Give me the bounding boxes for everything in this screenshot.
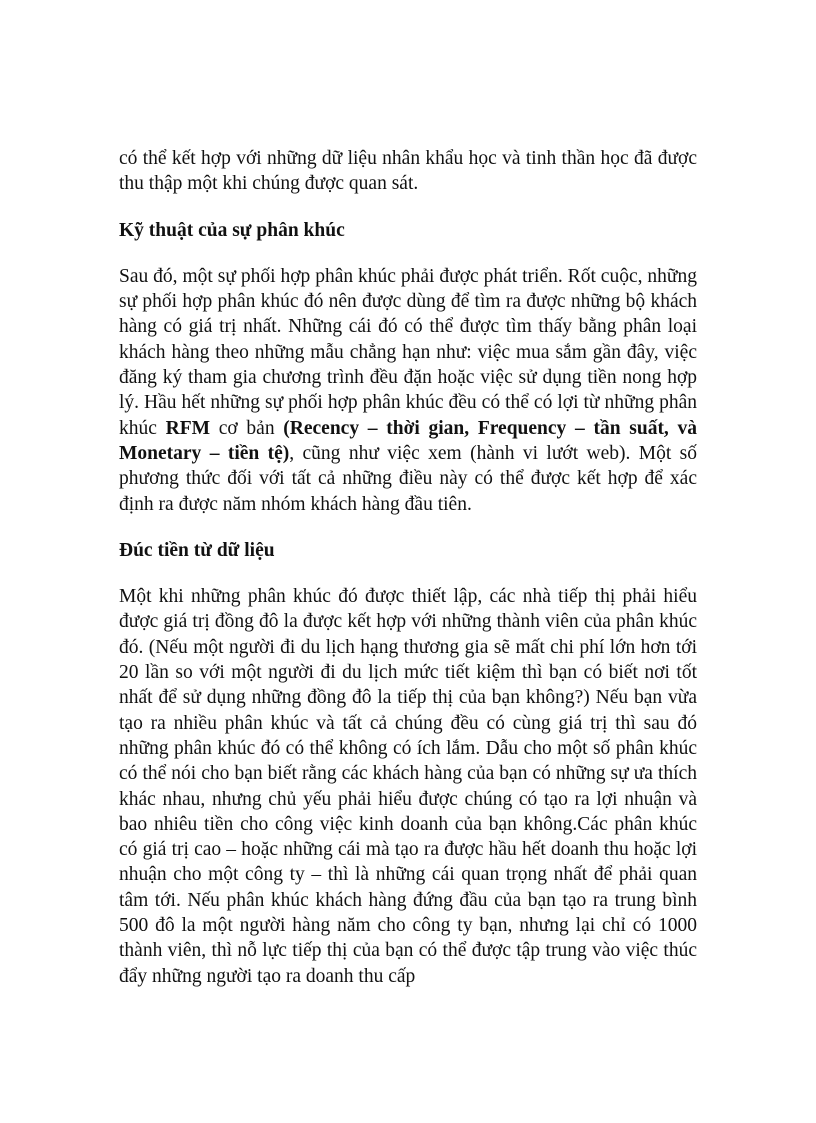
rfm-definition: (Recency – thời gian, Frequency – tần suất, và Monetary – tiền tệ) bbox=[119, 417, 698, 464]
intro-paragraph: có thể kết hợp với những dữ liệu nhân khẩu học và tinh thần học đã được thu thập một khi chúng được quan sát. bbox=[119, 148, 697, 195]
segmentation-text-part3: , cũng như việc xem (hành vi lướt web). Một số phương thức đối với tất cả những điều này có thể được kết hợp để xác định ra được năm nhóm khách hàng đầu tiên. bbox=[119, 442, 697, 515]
segmentation-text-part2: cơ bản bbox=[210, 417, 284, 439]
section-heading-segmentation-technique: Kỹ thuật của sự phân khúc bbox=[119, 219, 345, 241]
document-body bbox=[119, 146, 697, 989]
section-heading-monetizing-data: Đúc tiền từ dữ liệu bbox=[119, 539, 275, 561]
segmentation-text-part1: Sau đó, một sự phối hợp phân khúc phải được phát triển. Rốt cuộc, những sự phối hợp phân khúc đó nên được dùng để tìm ra được những bộ khách hàng có giá trị nhất. Những cái đó có thể được tìm thấy bằng phân loại khách hàng theo những mẫu chẳng hạn như: việc mua sắm gần đây, việc đăng ký tham gia chương trình đều đặn hoặc việc sử dụng tiền nong hợp lý. Hầu hết những sự phối hợp phân khúc đều có thể có lợi từ những phân khúc bbox=[119, 265, 697, 439]
segmentation-paragraph bbox=[119, 264, 697, 517]
rfm-term: RFM bbox=[165, 417, 211, 439]
monetizing-paragraph: Một khi những phân khúc đó được thiết lập, các nhà tiếp thị phải hiểu được giá trị đồng đô la được kết hợp với những thành viên của phân khúc đó. (Nếu một người đi du lịch hạng thương gia sẽ mất chi phí lớn hơn tới 20 lần so với một người đi du lịch mức tiết kiệm thì bạn có biết nơi tốt nhất để sử dụng những đồng đô la tiếp thị của bạn không?) Nếu bạn vừa tạo ra nhiều phân khúc và tất cả chúng đều có cùng giá trị thì sau đó những phân khúc đó có thể không có ích lắm. Dẫu cho một số phân khúc có thể nói cho bạn biết rằng các khách hàng của bạn có những sự ưa thích khác nhau, nhưng chủ yếu phải hiểu được chúng có tạo ra lợi nhuận và bao nhiêu tiền cho công việc kinh doanh của bạn không.Các phân khúc có giá trị cao – hoặc những cái mà tạo ra được hầu hết doanh thu hoặc lợi nhuận cho một công ty – thì là những cái quan trọng nhất để phải quan tâm tới. Nếu phân khúc khách hàng đứng đầu của bạn tạo ra trung bình 500 đô la một người hàng năm cho công ty bạn, nhưng lại chỉ có 1000 thành viên, thì nỗ lực tiếp thị của bạn có thể được tập trung vào việc thúc đẩy những người tạo ra doanh thu cấp bbox=[119, 586, 697, 987]
